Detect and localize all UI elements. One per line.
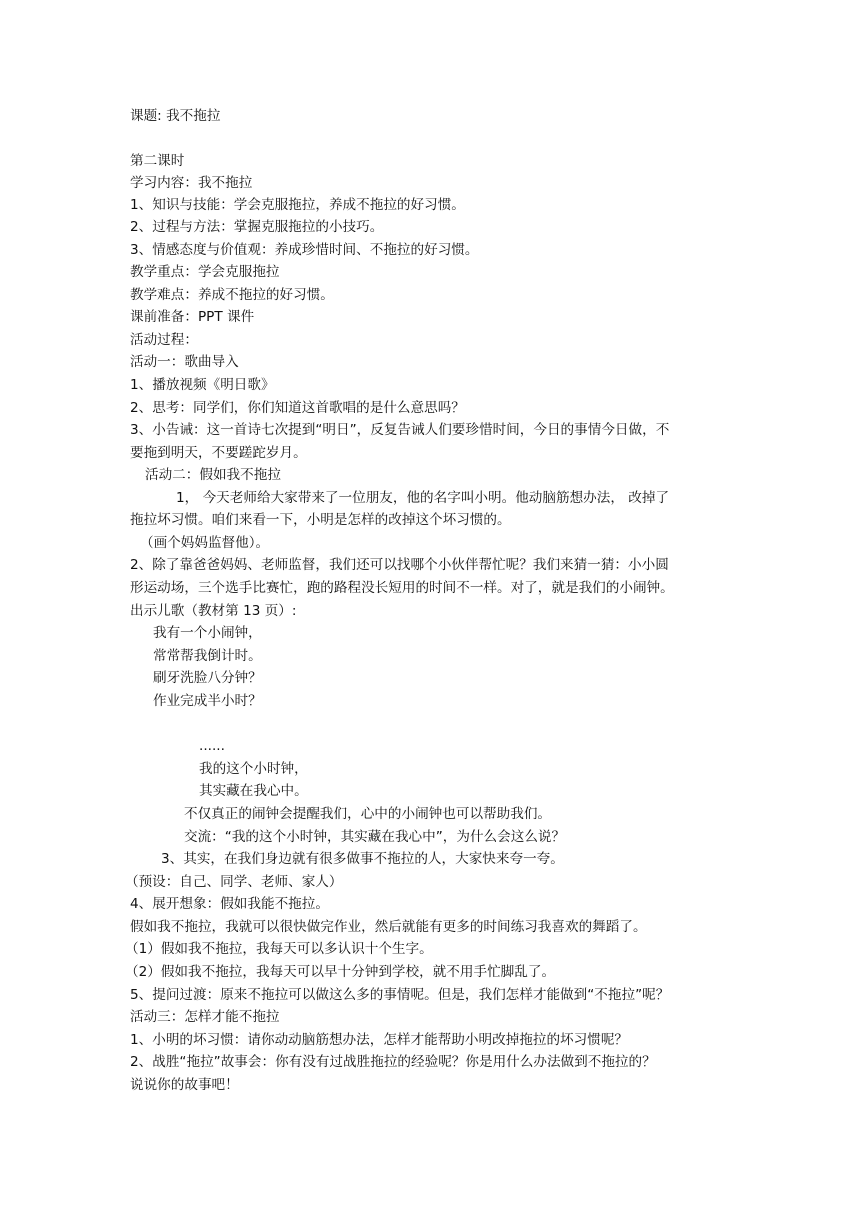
text-line: 2、除了靠爸爸妈妈、老师监督，我们还可以找哪个小伙伴帮忙呢？我们来猜一猜：小小圆 (130, 557, 669, 573)
document-title: 课题: 我不拖拉 (130, 108, 221, 124)
text-line: 2、战胜“拖拉”故事会：你有没有过战胜拖拉的经验呢？你是用什么办法做到不拖拉的？ (130, 1054, 656, 1070)
text-line: 1、播放视频《明日歌》 (130, 377, 275, 393)
poem-line: 常常帮我倒计时。 (153, 648, 262, 664)
text-line: 3、情感态度与价值观：养成珍惜时间、不拖拉的好习惯。 (130, 242, 479, 258)
text-line: 1、小明的坏习惯：请你动动脑筋想办法，怎样才能帮助小明改掉拖拉的坏习惯呢？ (130, 1032, 629, 1048)
text-line: 形运动场，三个选手比赛忙，跑的路程没长短用的时间不一样。对了，就是我们的小闹钟。 (130, 580, 674, 596)
text-line: 1， 今天老师给大家带来了一位朋友，他的名字叫小明。他动脑筋想办法， 改掉了 (176, 490, 670, 506)
poem-line: 我的这个小时钟， (199, 761, 308, 777)
text-line: 要拖到明天，不要蹉跎岁月。 (130, 445, 307, 461)
text-line: （画个妈妈监督他）。 (140, 535, 270, 551)
text-line: 4、展开想象：假如我能不拖拉。 (130, 896, 329, 912)
text-line: 学习内容：我不拖拉 (130, 175, 253, 191)
text-line: 活动二：假如我不拖拉 (145, 467, 281, 483)
text-line: 教学重点：学会克服拖拉 (130, 264, 280, 280)
poem-line: 我有一个小闹钟， (153, 625, 262, 641)
text-line: 交流：“我的这个小时钟，其实藏在我心中”，为什么会这么说？ (184, 829, 566, 845)
text-line: 5、提问过渡：原来不拖拉可以做这么多的事情呢。但是，我们怎样才能做到“不拖拉”呢？ (130, 987, 670, 1003)
text-line: 假如我不拖拉，我就可以很快做完作业，然后就能有更多的时间练习我喜欢的舞蹈了。 (130, 919, 647, 935)
text-line: 第二课时 (130, 153, 185, 169)
text-line: （预设：自己、同学、老师、家人） (125, 874, 343, 890)
text-line: 课前准备：PPT 课件 (130, 309, 255, 325)
text-line: 活动过程： (130, 332, 198, 348)
text-line: 拖拉坏习惯。咱们来看一下，小明是怎样的改掉这个坏习惯的。 (130, 512, 511, 528)
text-line: 2、思考：同学们，你们知道这首歌唱的是什么意思吗？ (130, 400, 465, 416)
text-line: 3、其实，在我们身边就有很多做事不拖拉的人，大家快来夸一夸。 (161, 851, 564, 867)
poem-line: 作业完成半小时？ (153, 693, 262, 709)
text-line: 2、过程与方法：掌握克服拖拉的小技巧。 (130, 219, 384, 235)
text-line: 教学难点：养成不拖拉的好习惯。 (130, 287, 334, 303)
text-line: 1、知识与技能：学会克服拖拉，养成不拖拉的好习惯。 (130, 197, 465, 213)
text-line: 3、小告诫：这一首诗七次提到“明日”，反复告诫人们要珍惜时间，今日的事情今日做，不 (130, 422, 670, 438)
text-line: 活动一：歌曲导入 (130, 354, 239, 370)
text-line: （1）假如我不拖拉，我每天可以多认识十个生字。 (125, 941, 433, 957)
text-line: （2）假如我不拖拉，我每天可以早十分钟到学校，就不用手忙脚乱了。 (125, 964, 556, 980)
text-line: 说说你的故事吧！ (130, 1077, 239, 1093)
poem-line: 其实藏在我心中。 (199, 783, 308, 799)
poem-line: 刷牙洗脸八分钟？ (153, 670, 262, 686)
text-line: 不仅真正的闹钟会提醒我们，心中的小闹钟也可以帮助我们。 (184, 806, 552, 822)
poem-line: ...... (199, 738, 225, 754)
text-line: 出示儿歌（教材第 13 页）: (130, 603, 297, 619)
text-line: 活动三：怎样才能不拖拉 (130, 1009, 280, 1025)
